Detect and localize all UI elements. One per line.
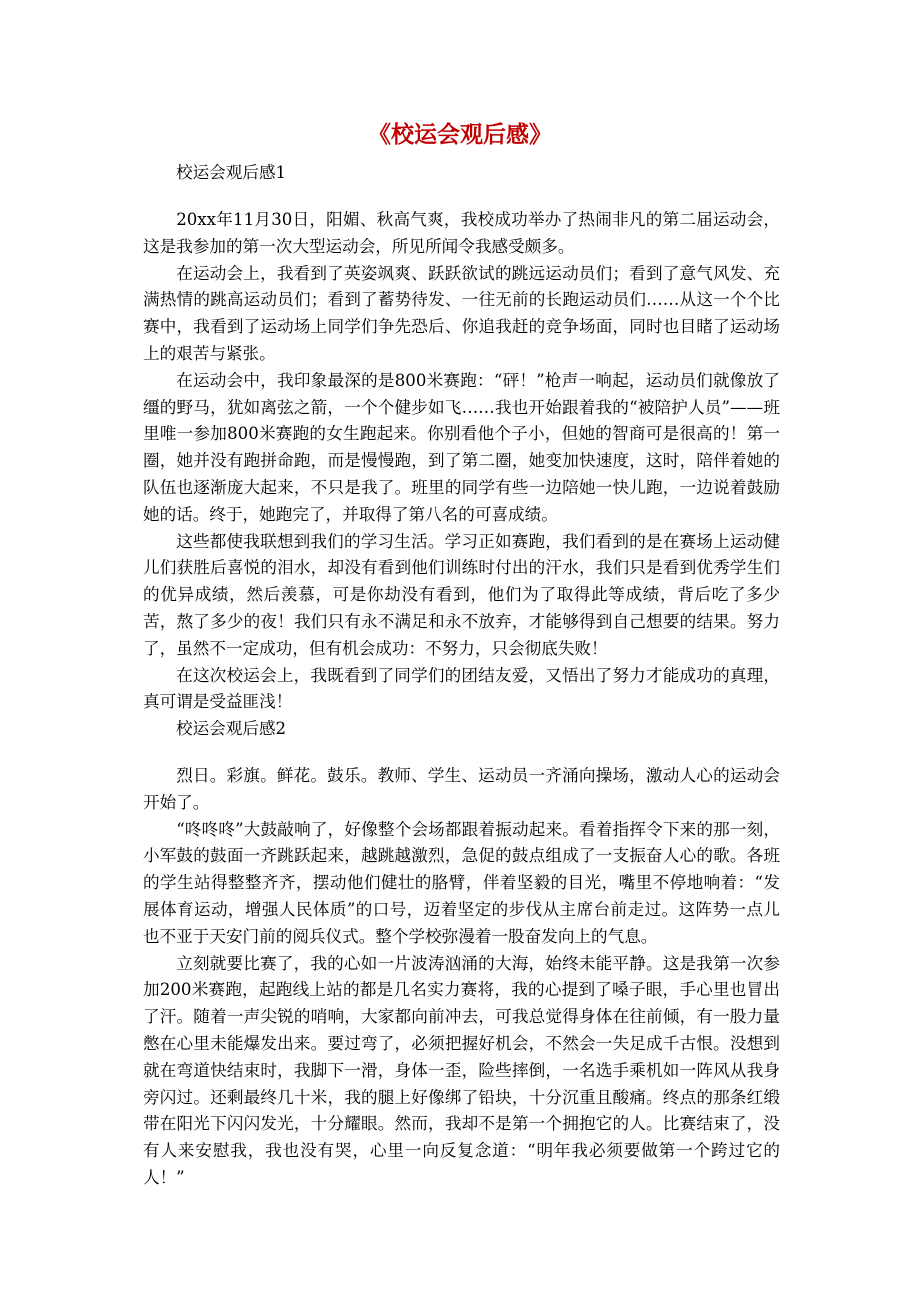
paragraph: 这些都使我联想到我们的学习生活。学习正如赛跑，我们看到的是在赛场上运动健儿们获胜后喜悦的泪水，却没有看到他们训练时付出的汗水，我们只是看到优秀学生们的优异成绩，然后羡慕，可是你劫没有看到，他们为了取得此等成绩，背后吃了多少苦，熬了多少的夜！我们只有永不满足和永不放弃，才能够得到自己想要的结果。努力了，虽然不一定成功，但有机会成功：不努力，只会彻底失败！ xyxy=(143,531,780,658)
section-1-body xyxy=(143,207,780,716)
paragraph: 烈日。彩旗。鲜花。鼓乐。教师、学生、运动员一齐涌向操场，激动人心的运动会开始了。 xyxy=(143,766,780,812)
paragraph: 立刻就要比赛了，我的心如一片波涛汹涌的大海，始终未能平静。这是我第一次参加200米赛跑，起跑线上站的都是几名实力赛将，我的心提到了嗓子眼，手心里也冒出了汗。随着一声尖锐的哨响，大家都向前冲去，可我总觉得身体在往前倾，有一股力量憋在心里未能爆发出来。要过弯了，必须把握好机会，不然会一失足成千古恨。没想到就在弯道快结束时，我脚下一滑，身体一歪，险些摔倒，一名选手乘机如一阵风从我身旁闪过。还剩最终几十米，我的腿上好像绑了铅块，十分沉重且酸痛。终点的那条红缎带在阳光下闪闪发光，十分耀眼。然而，我却不是第一个拥抱它的人。比赛结束了，没有人来安慰我，我也没有哭，心里一向反复念道：“明年我必须要做第一个跨过它的人！” xyxy=(143,953,780,1187)
document-title: 《校运会观后感》 xyxy=(368,121,552,148)
paragraph: “咚咚咚”大鼓敲响了，好像整个会场都跟着振动起来。看着指挥令下来的那一刻，小军鼓的鼓面一齐跳跃起来，越跳越激烈，急促的鼓点组成了一支振奋人心的歌。各班的学生站得整整齐齐，摆动他们健壮的胳臂，伴着坚毅的目光，嘴里不停地响着：“发展体育运动，增强人民体质”的口号，迈着坚定的步伐从主席台前走过。这阵势一点儿也不亚于天安门前的阅兵仪式。整个学校弥漫着一股奋发向上的气息。 xyxy=(143,819,780,946)
paragraph: 20xx年11月30日，阳媚、秋高气爽，我校成功举办了热闹非凡的第二届运动会，这是我参加的第一次大型运动会，所见所闻令我感受颇多。 xyxy=(143,210,780,256)
paragraph: 在运动会上，我看到了英姿飒爽、跃跃欲试的跳远运动员们；看到了意气风发、充满热情的跳高运动员们；看到了蓄势待发、一往无前的长跑运动员们……从这一个个比赛中，我看到了运动场上同学们争先恐后、你追我赶的竞争场面，同时也目睹了运动场上的艰苦与紧张。 xyxy=(143,263,780,363)
section-heading-1: 校运会观后感1 xyxy=(176,163,287,182)
section-heading-2: 校运会观后感2 xyxy=(176,719,287,738)
section-2-body xyxy=(143,763,780,1192)
paragraph: 在这次校运会上，我既看到了同学们的团结友爱，又悟出了努力才能成功的真理，真可谓是受益匪浅！ xyxy=(143,665,780,712)
paragraph: 在运动会中，我印象最深的是800米赛跑：“砰！”枪声一响起，运动员们就像放了缰的野马，犹如离弦之箭，一个个健步如飞……我也开始跟着我的“被陪护人员”——班里唯一参加800米赛跑的女生跑起来。你别看他个子小，但她的智商可是很高的！第一圈，她并没有跑拼命跑，而是慢慢跑，到了第二圈，她变加快速度，这时，陪伴着她的队伍也逐渐庞大起来，不只是我了。班里的同学有些一边陪她一快儿跑，一边说着鼓励她的话。终于，她跑完了，并取得了第八名的可喜成绩。 xyxy=(143,370,780,524)
